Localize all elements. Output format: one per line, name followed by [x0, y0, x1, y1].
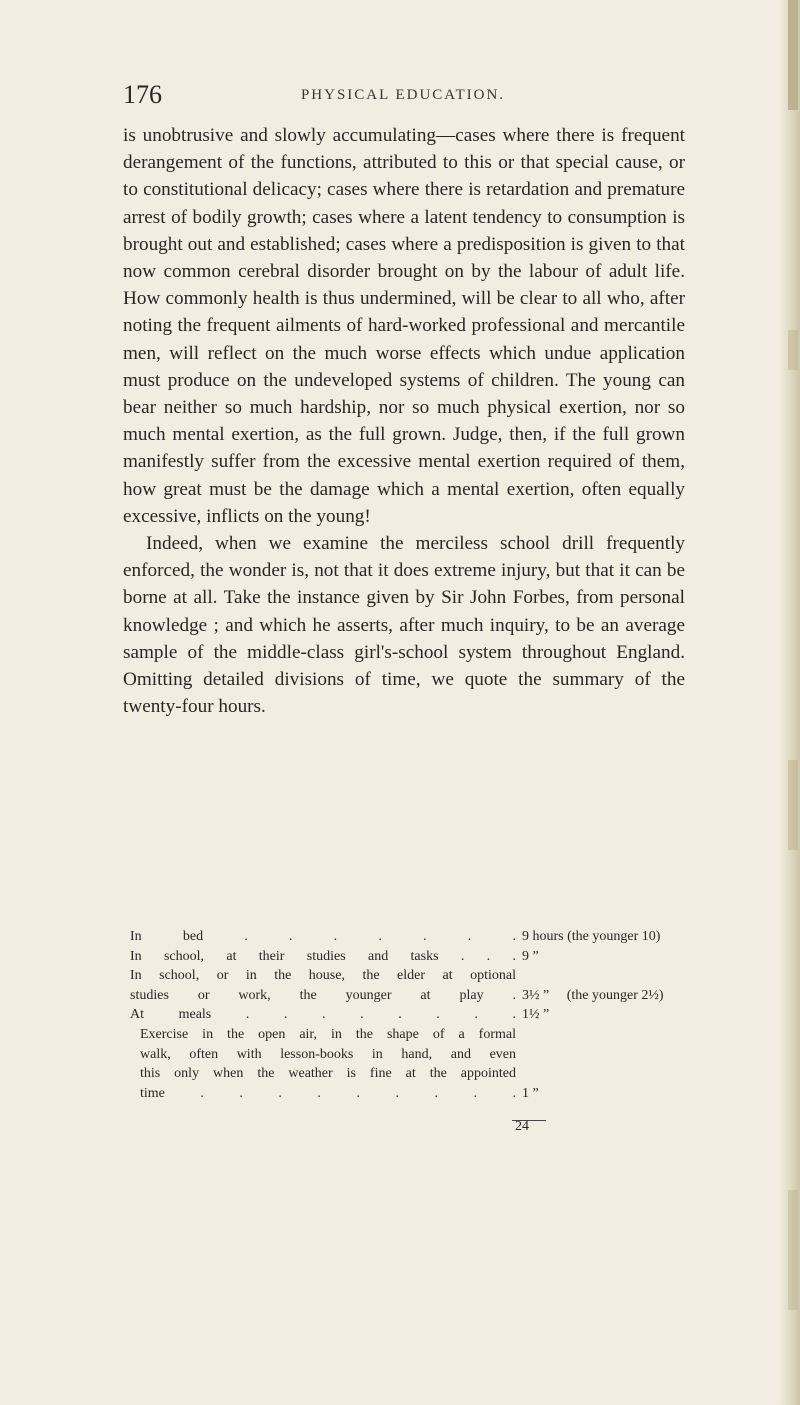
timetable-label-line: Exercise in the open air, in the shape of a formal — [140, 1026, 516, 1042]
body-text — [123, 122, 685, 720]
timetable-label — [130, 1025, 516, 1103]
edge-stain — [788, 760, 798, 850]
timetable-row — [130, 1025, 700, 1103]
paragraph: is unobtrusive and slowly accumulating—cases where there is frequent derangement of the functions, attributed to this or that special cause, or to constitutional delicacy; cases where there is retardation and premature arrest of bodily growth; cases where a latent tendency to consumption is brought out and established; cases where a predisposition is given to that now common cerebral disorder brought on by the labour of adult life. How commonly health is thus undermined, will be clear to all who, after noting the frequent ailments of hard-worked professional and mercantile men, will reflect on the much worse effects which undue application must produce on the undeveloped systems of children. The young can bear neither so much hardship, nor so much physical exertion, nor so much mental exertion, as the full grown. Judge, then, if the full grown manifestly suffer from the excessive mental exertion required of them, how great must be the damage which a mental exertion, often equally excessive, inflicts on the young! — [123, 125, 685, 527]
running-title: PHYSICAL EDUCATION. — [300, 87, 506, 103]
timetable-label-line: walk, often with lesson-books in hand, and even — [140, 1046, 516, 1062]
edge-stain — [788, 330, 798, 370]
timetable-label-line: this only when the weather is fine at the appointed — [140, 1066, 516, 1082]
timetable-label: In school, at their studies and tasks . . . — [130, 948, 516, 964]
timetable-row — [130, 947, 700, 967]
timetable-label-line: studies or work, the younger at play . — [130, 987, 516, 1003]
timetable-value: 9 ” — [522, 948, 539, 964]
paragraph: Indeed, when we examine the merciless school drill frequently enforced, the wonder is, not that it does extreme injury, but that it can be borne at all. Take the instance given by Sir John Forbes, from personal knowledge ; and which he asserts, after much inquiry, to be an average sample of the middle-class girl's-school system throughout England. Omitting detailed divisions of time, we quote the summary of the twenty-four hours. — [123, 533, 685, 718]
timetable-label — [130, 966, 516, 1005]
timetable-row — [130, 1005, 700, 1025]
edge-stain — [788, 0, 798, 110]
timetable-value: 9 hours (the younger 10) — [522, 929, 661, 944]
timetable-value: 1½ ” — [522, 1007, 550, 1023]
timetable-total: 24 — [515, 1119, 529, 1134]
timetable-label-line: In school, or in the house, the elder at optional — [130, 968, 516, 984]
timetable-label: In bed . . . . . . . — [130, 929, 516, 944]
timetable-label: At meals . . . . . . . . — [130, 1007, 516, 1023]
timetable-label-line: time . . . . . . . . . — [140, 1085, 516, 1101]
timetable-row — [130, 966, 700, 1005]
edge-stain — [788, 1190, 798, 1310]
timetable — [130, 927, 700, 1103]
page-header — [123, 80, 683, 114]
timetable-row — [130, 927, 700, 947]
page-number: 176 — [123, 80, 162, 109]
timetable-value: 1 ” — [522, 1085, 539, 1101]
page-edge-shadow — [778, 0, 800, 1405]
timetable-value: 3½ ” (the younger 2½) — [522, 987, 664, 1003]
